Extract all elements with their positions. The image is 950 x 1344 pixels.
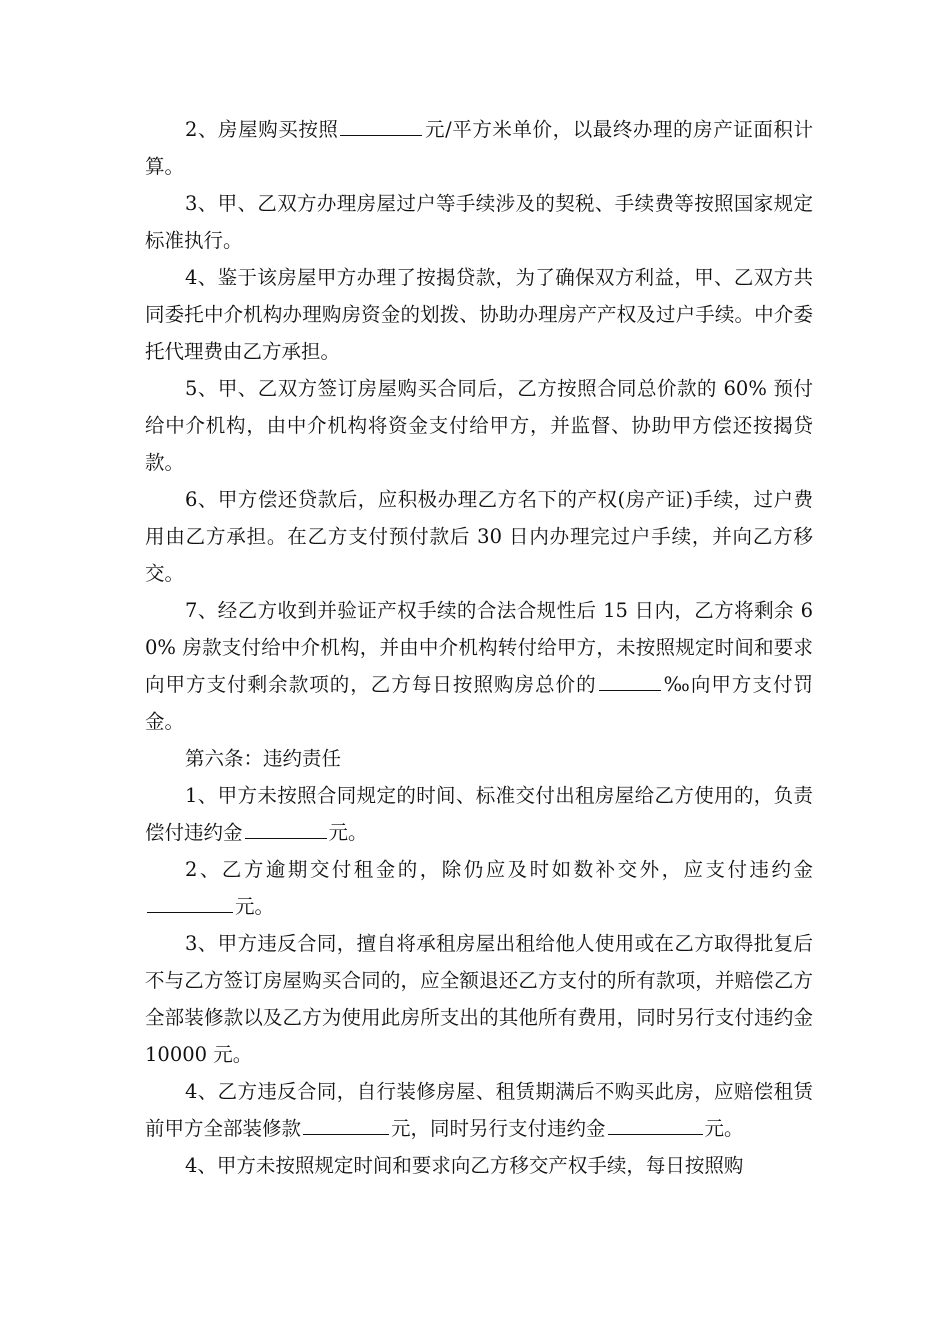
blank-penalty-rate xyxy=(599,671,661,692)
document-body xyxy=(145,111,813,1184)
clause-3-taxes: 3、甲、乙双方办理房屋过户等手续涉及的契税、手续费等按照国家规定标准执行。 xyxy=(145,192,813,252)
clause-text: 4、乙方违反合同，自行装修房屋、租赁期满后不购买此房，应赔偿租赁前甲方全部装修款 xyxy=(145,1080,813,1140)
blank-penalty-amount-2 xyxy=(147,893,233,914)
clause-6-transfer: 6、甲方偿还贷款后，应积极办理乙方名下的产权(房产证)手续，过户费用由乙方承担。在乙方支付预付款后 30 日内办理完过户手续，并向乙方移交。 xyxy=(145,488,813,585)
liability-4-tenant xyxy=(145,1073,813,1147)
liability-2 xyxy=(145,851,813,925)
article-6-heading: 第六条：违约责任 xyxy=(185,747,342,770)
clause-7-remaining-payment xyxy=(145,592,813,740)
clause-text: 元，同时另行支付违约金 xyxy=(391,1117,606,1140)
clause-text: 2、房屋购买按照 xyxy=(185,118,339,141)
clause-text: 元。 xyxy=(235,895,275,918)
clause-text: 2、乙方逾期交付租金的，除仍应及时如数补交外，应支付违约金 xyxy=(185,858,813,881)
blank-unit-price xyxy=(340,116,422,137)
clause-2-price xyxy=(145,111,813,185)
liability-1 xyxy=(145,777,813,851)
clause-text: ‰向甲方支付罚金。 xyxy=(145,673,813,733)
blank-penalty-amount-3 xyxy=(608,1115,703,1136)
clause-text: 元/平方米单价，以最终办理的房产证面积计算。 xyxy=(145,118,813,178)
clause-4-agency: 4、鉴于该房屋甲方办理了按揭贷款，为了确保双方利益，甲、乙双方共同委托中介机构办理购房资金的划拨、协助办理房产产权及过户手续。中介委托代理费由乙方承担。 xyxy=(145,266,813,363)
clause-5-prepayment: 5、甲、乙双方签订房屋购买合同后，乙方按照合同总价款的 60% 预付给中介机构，由中介机构将资金支付给甲方，并监督、协助甲方偿还按揭贷款。 xyxy=(145,377,813,474)
blank-decoration-amount xyxy=(303,1115,389,1136)
liability-3: 3、甲方违反合同，擅自将承租房屋出租给他人使用或在乙方取得批复后不与乙方签订房屋购买合同的，应全额退还乙方支付的所有款项，并赔偿乙方全部装修款以及乙方为使用此房所支出的其他所有费用，同时另行支付违约金 10000 元。 xyxy=(145,932,813,1066)
clause-text: 元。 xyxy=(704,1117,744,1140)
blank-penalty-amount-1 xyxy=(245,819,327,840)
clause-text: 7、经乙方收到并验证产权手续的合法合规性后 15 日内，乙方将剩余 60% 房款支付给中介机构，并由中介机构转付给甲方，未按照规定时间和要求向甲方支付剩余款项的，乙方每日按照购房总价的 xyxy=(145,599,813,696)
liability-4-landlord: 4、甲方未按照规定时间和要求向乙方移交产权手续，每日按照购 xyxy=(185,1154,744,1177)
clause-text: 元。 xyxy=(328,821,368,844)
clause-text: 1、甲方未按照合同规定的时间、标准交付出租房屋给乙方使用的，负责偿付违约金 xyxy=(145,784,813,844)
